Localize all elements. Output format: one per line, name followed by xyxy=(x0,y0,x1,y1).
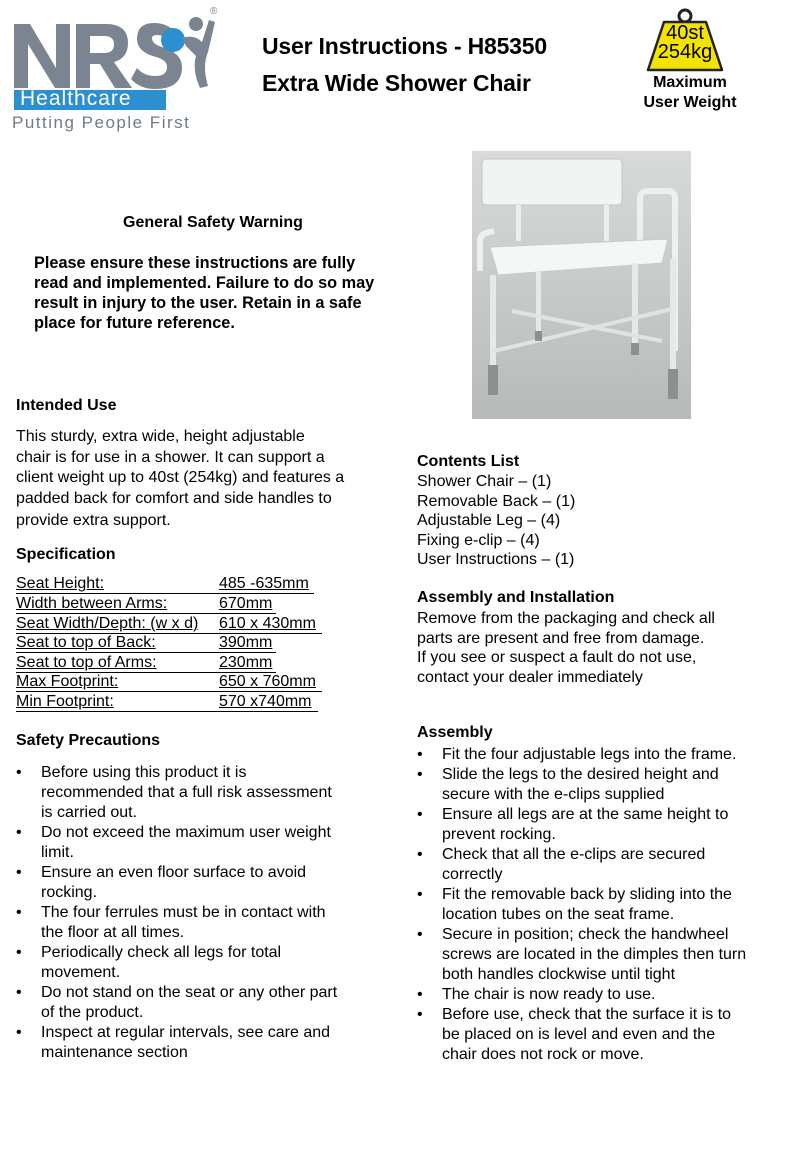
installation-line: If you see or suspect a fault do not use, xyxy=(417,649,697,667)
list-item: • Before use, check that the surface it is to be placed on is level and even and the chair does not rock or move. xyxy=(417,1005,787,1065)
spec-rule xyxy=(16,672,276,673)
list-item: • The four ferrules must be in contact with the floor at all times. xyxy=(16,903,376,943)
warning-line: result in injury to the user. Retain in a safe xyxy=(34,294,362,312)
warning-text xyxy=(34,253,374,333)
spec-label: Seat to top of Arms: xyxy=(16,654,157,671)
badge-line-1: 40st xyxy=(666,22,704,44)
spec-label: Width between Arms: xyxy=(16,595,168,612)
spec-label: Max Footprint: xyxy=(16,673,119,690)
spec-label: Seat Height: xyxy=(16,575,105,592)
spec-rule xyxy=(16,613,276,614)
list-item: • Do not stand on the seat or any other part of the product. xyxy=(16,983,376,1023)
warning-title: General Safety Warning xyxy=(123,214,303,231)
list-item: • Before using this product it is recommended that a full risk assessment is carried out. xyxy=(16,763,376,823)
badge-caption-2: User Weight xyxy=(643,94,737,111)
specification-heading: Specification xyxy=(16,546,116,563)
intended-use-line: provide extra support. xyxy=(16,512,171,529)
spec-value: 570 x740mm xyxy=(219,693,312,710)
spec-value: 650 x 760mm xyxy=(219,673,316,690)
installation-line: parts are present and free from damage. xyxy=(417,629,705,647)
assembly-heading: Assembly xyxy=(417,724,493,741)
shower-chair-image xyxy=(472,151,691,419)
registered-mark: ® xyxy=(210,6,218,17)
list-item: User Instructions – (1) xyxy=(417,551,575,569)
warning-line: place for future reference. xyxy=(34,314,235,332)
list-item: • Ensure all legs are at the same height to prevent rocking. xyxy=(417,805,787,845)
safety-list xyxy=(16,763,376,1063)
max-weight-badge xyxy=(644,6,726,74)
spec-rule xyxy=(16,633,322,634)
title-line-2: Extra Wide Shower Chair xyxy=(262,70,531,96)
intended-use-line: client weight up to 40st (254kg) and features a xyxy=(16,469,345,486)
spec-value: 485 -635mm xyxy=(219,575,309,592)
badge-line-2: 254kg xyxy=(657,41,713,63)
spec-label: Min Footprint: xyxy=(16,693,114,710)
spec-value: 230mm xyxy=(219,654,273,671)
nrs-logo xyxy=(10,8,225,134)
spec-label: Seat Width/Depth: (w x d) xyxy=(16,615,199,632)
list-item: • Slide the legs to the desired height and secure with the e-clips supplied xyxy=(417,765,787,805)
list-item: • Ensure an even floor surface to avoid rocking. xyxy=(16,863,376,903)
product-photo xyxy=(472,151,691,419)
spec-rule xyxy=(16,593,314,594)
list-item: • Do not exceed the maximum user weight limit. xyxy=(16,823,376,863)
contents-list xyxy=(417,472,575,570)
intended-use-heading: Intended Use xyxy=(16,397,117,414)
spec-value: 670mm xyxy=(219,595,273,612)
badge-caption-1: Maximum xyxy=(653,74,727,91)
spec-value: 390mm xyxy=(219,634,273,651)
brand-sub: Healthcare xyxy=(20,87,132,110)
brand-tagline: Putting People First xyxy=(12,113,191,132)
list-item: • Fit the removable back by sliding into the location tubes on the seat frame. xyxy=(417,885,787,925)
spec-rule xyxy=(16,652,276,653)
list-item: Shower Chair – (1) xyxy=(417,473,552,490)
spec-rule xyxy=(16,711,318,712)
installation-text xyxy=(417,609,715,687)
installation-heading: Assembly and Installation xyxy=(417,589,615,606)
spec-value: 610 x 430mm xyxy=(219,615,316,632)
contents-heading: Contents List xyxy=(417,453,520,470)
list-item: Removable Back – (1) xyxy=(417,492,576,510)
intended-use-line: chair is for use in a shower. It can support a xyxy=(16,448,325,466)
intended-use-text xyxy=(16,427,344,532)
intended-use-line: padded back for comfort and side handles to xyxy=(16,489,332,507)
assembly-list xyxy=(417,745,787,1065)
spec-label: Seat to top of Back: xyxy=(16,634,156,651)
installation-line: Remove from the packaging and check all xyxy=(417,610,715,627)
list-item: • Fit the four adjustable legs into the frame. xyxy=(417,745,787,765)
warning-line: read and implemented. Failure to do so may xyxy=(34,274,375,292)
title-line-1: User Instructions - H85350 xyxy=(262,33,547,59)
list-item: • Periodically check all legs for total movement. xyxy=(16,943,376,983)
list-item: Fixing e-clip – (4) xyxy=(417,531,540,549)
list-item: • The chair is now ready to use. xyxy=(417,985,787,1005)
list-item: Adjustable Leg – (4) xyxy=(417,512,561,530)
list-item: • Secure in position; check the handwheel screws are located in the dimples then turn both handles clockwise until tight xyxy=(417,925,787,985)
safety-heading: Safety Precautions xyxy=(16,732,161,749)
spec-rule xyxy=(16,691,322,692)
list-item: • Check that all the e-clips are secured correctly xyxy=(417,845,787,885)
list-item: • Inspect at regular intervals, see care and maintenance section xyxy=(16,1023,376,1063)
warning-line: Please ensure these instructions are fully xyxy=(34,254,356,272)
installation-line: contact your dealer immediately xyxy=(417,668,643,686)
intended-use-line: This sturdy, extra wide, height adjustable xyxy=(16,428,305,445)
